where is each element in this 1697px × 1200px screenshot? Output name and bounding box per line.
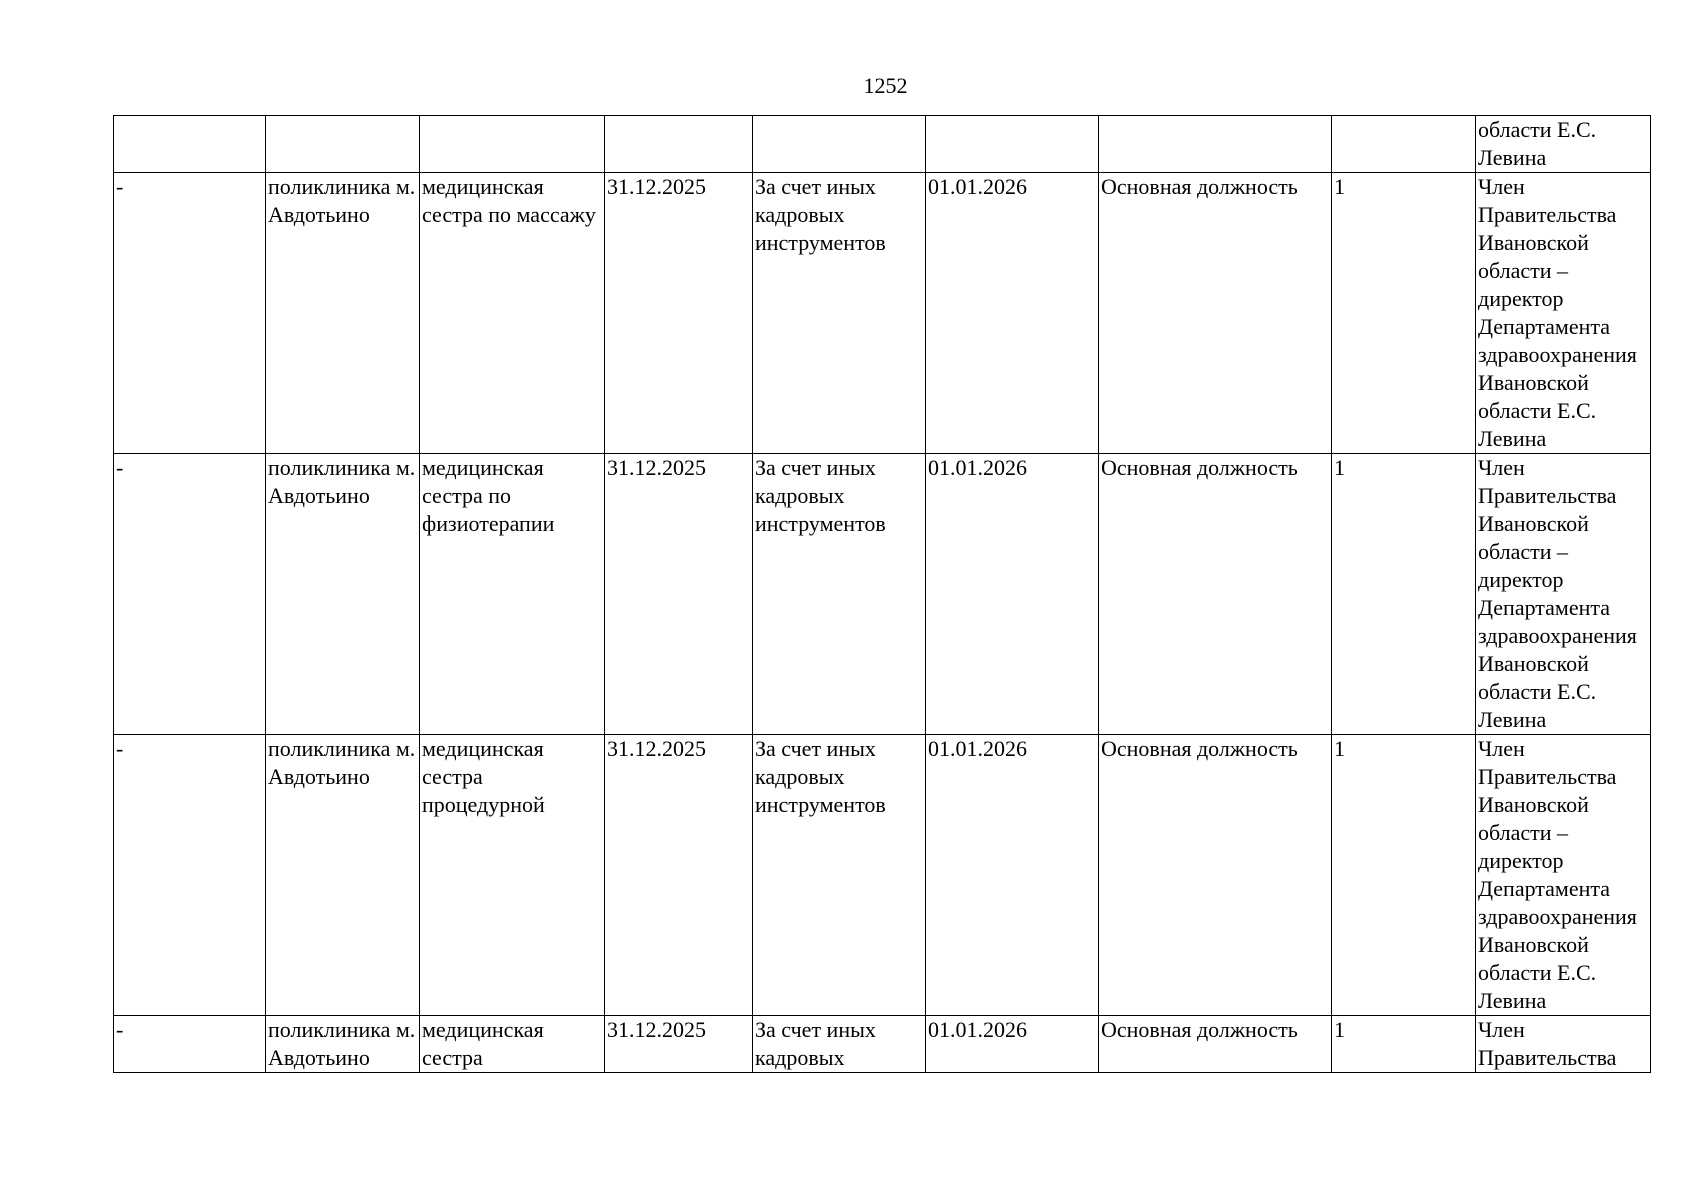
table-cell-count: 1 bbox=[1332, 173, 1476, 454]
table-cell-position: медицинская сестра по физиотерапии bbox=[420, 454, 605, 735]
table-cell-count: 1 bbox=[1332, 735, 1476, 1016]
table-cell-job-type bbox=[1099, 116, 1332, 173]
table-cell-date-start: 01.01.2026 bbox=[926, 1016, 1099, 1073]
table-cell-marker: - bbox=[114, 173, 266, 454]
table-cell-responsible: Член Правительства bbox=[1476, 1016, 1651, 1073]
staffing-table bbox=[113, 115, 1651, 1073]
table-cell-date-start: 01.01.2026 bbox=[926, 173, 1099, 454]
table-cell-marker: - bbox=[114, 1016, 266, 1073]
table-row bbox=[114, 173, 1651, 454]
table-cell-responsible: Член Правительства Ивановской области – директор Департамента здравоохранения Ивановской области Е.С. Левина bbox=[1476, 735, 1651, 1016]
table-cell-job-type: Основная должность bbox=[1099, 735, 1332, 1016]
page-number: 1252 bbox=[863, 73, 908, 98]
table-cell-source: За счет иных кадровых инструментов bbox=[753, 735, 926, 1016]
table-cell-unit: поликлиника м. Авдотьино bbox=[266, 1016, 420, 1073]
table-cell-date-start: 01.01.2026 bbox=[926, 454, 1099, 735]
table-cell-unit: поликлиника м. Авдотьино bbox=[266, 454, 420, 735]
table-cell-position: медицинская сестра процедурной bbox=[420, 735, 605, 1016]
table-cell-job-type: Основная должность bbox=[1099, 454, 1332, 735]
table-cell-count: 1 bbox=[1332, 1016, 1476, 1073]
table-cell-date-start: 01.01.2026 bbox=[926, 735, 1099, 1016]
table-cell-unit: поликлиника м. Авдотьино bbox=[266, 173, 420, 454]
table-row bbox=[114, 735, 1651, 1016]
table-cell-date-end: 31.12.2025 bbox=[605, 454, 753, 735]
table-cell-date-end: 31.12.2025 bbox=[605, 735, 753, 1016]
table-row bbox=[114, 116, 1651, 173]
table-row bbox=[114, 454, 1651, 735]
table-cell-date-end bbox=[605, 116, 753, 173]
table-cell-marker: - bbox=[114, 735, 266, 1016]
table-row bbox=[114, 1016, 1651, 1073]
table-cell-source bbox=[753, 116, 926, 173]
table-cell-responsible: Член Правительства Ивановской области – директор Департамента здравоохранения Ивановской области Е.С. Левина bbox=[1476, 173, 1651, 454]
table-cell-marker: - bbox=[114, 454, 266, 735]
table-cell-job-type: Основная должность bbox=[1099, 1016, 1332, 1073]
table-cell-job-type: Основная должность bbox=[1099, 173, 1332, 454]
table-cell-responsible: Член Правительства Ивановской области – директор Департамента здравоохранения Ивановской области Е.С. Левина bbox=[1476, 454, 1651, 735]
table-cell-position: медицинская сестра bbox=[420, 1016, 605, 1073]
table-cell-unit bbox=[266, 116, 420, 173]
table-cell-date-start bbox=[926, 116, 1099, 173]
table-cell-count bbox=[1332, 116, 1476, 173]
table-cell-unit: поликлиника м. Авдотьино bbox=[266, 735, 420, 1016]
table-cell-marker bbox=[114, 116, 266, 173]
table-cell-position: медицинская сестра по массажу bbox=[420, 173, 605, 454]
table-cell-count: 1 bbox=[1332, 454, 1476, 735]
table-cell-source: За счет иных кадровых bbox=[753, 1016, 926, 1073]
table-cell-responsible: области Е.С. Левина bbox=[1476, 116, 1651, 173]
table-cell-date-end: 31.12.2025 bbox=[605, 1016, 753, 1073]
table-cell-position bbox=[420, 116, 605, 173]
table-cell-source: За счет иных кадровых инструментов bbox=[753, 454, 926, 735]
table-cell-source: За счет иных кадровых инструментов bbox=[753, 173, 926, 454]
table-cell-date-end: 31.12.2025 bbox=[605, 173, 753, 454]
